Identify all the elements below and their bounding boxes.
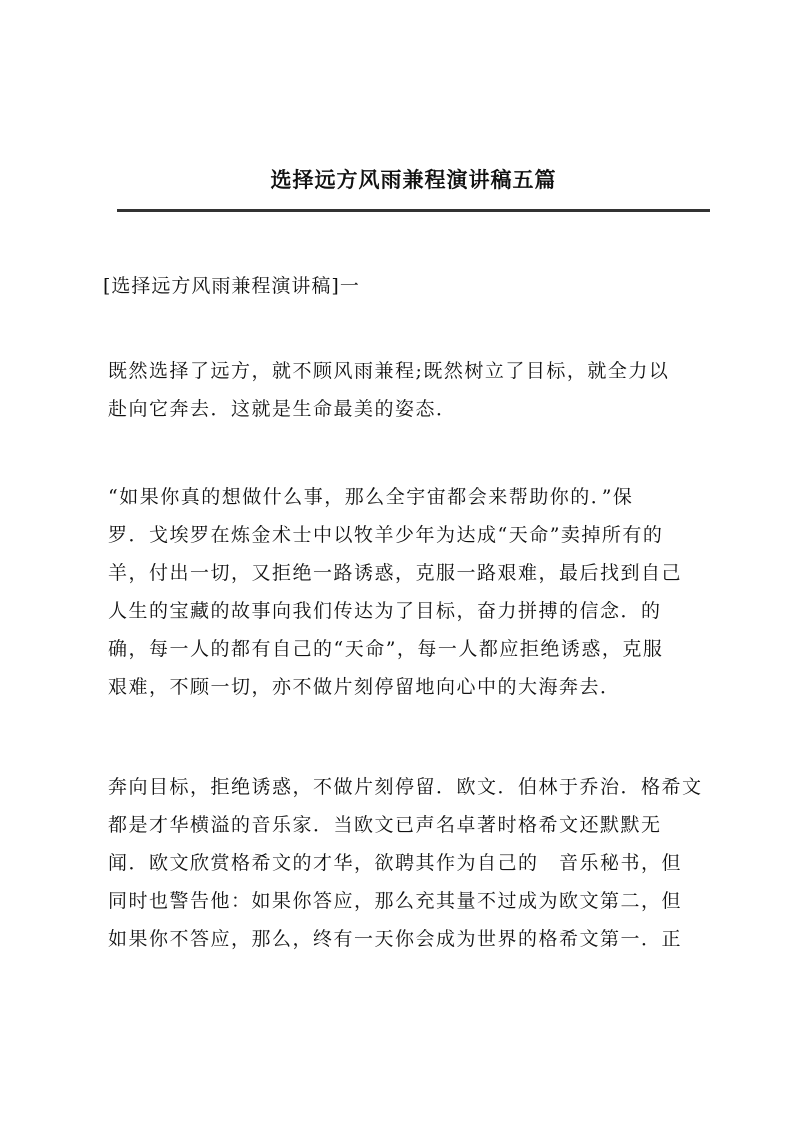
paragraph-line: 既然选择了远方，就不顾风雨兼程;既然树立了目标，就全力以 [108, 360, 670, 382]
paragraph-line: 闻．欧文欣赏格希文的才华，欲聘其作为自己的 音乐秘书，但 [108, 852, 683, 874]
paragraph-line: 奔向目标，拒绝诱惑，不做片刻停留．欧文．伯林于乔治．格希文 [108, 776, 703, 798]
paragraph-line: 人生的宝藏的故事向我们传达为了目标，奋力拼搏的信念．的 [108, 600, 662, 622]
paragraph-line: 罗．戈埃罗在炼金术士中以牧羊少年为达成“天命”卖掉所有的 [108, 524, 664, 546]
title-divider [117, 209, 710, 212]
paragraph-line: 如果你不答应，那么，终有一天你会成为世界的格希文第一．正 [108, 928, 683, 950]
paragraph-3 [108, 768, 712, 958]
paragraph-1 [108, 352, 712, 428]
paragraph-line: 都是才华横溢的音乐家．当欧文已声名卓著时格希文还默默无 [108, 814, 662, 836]
paragraph-line: “如果你真的想做什么事，那么全宇宙都会来帮助你的．”保 [108, 486, 634, 508]
document-title: 选择远方风雨兼程演讲稿五篇 [270, 167, 557, 192]
paragraph-line: 确，每一人的都有自己的“天命”，每一人都应拒绝诱惑，克服 [108, 638, 664, 660]
paragraph-line: 赴向它奔去．这就是生命最美的姿态． [108, 398, 457, 420]
paragraph-line: 艰难，不顾一切，亦不做片刻停留地向心中的大海奔去． [108, 676, 621, 698]
paragraph-line: 同时也警告他：如果你答应，那么充其量不过成为欧文第二，但 [108, 890, 683, 912]
paragraph-2 [108, 478, 712, 706]
section-heading: [选择远方风雨兼程演讲稿]一 [103, 275, 360, 297]
paragraph-line: 羊，付出一切，又拒绝一路诱惑，克服一路艰难，最后找到自己 [108, 562, 683, 584]
